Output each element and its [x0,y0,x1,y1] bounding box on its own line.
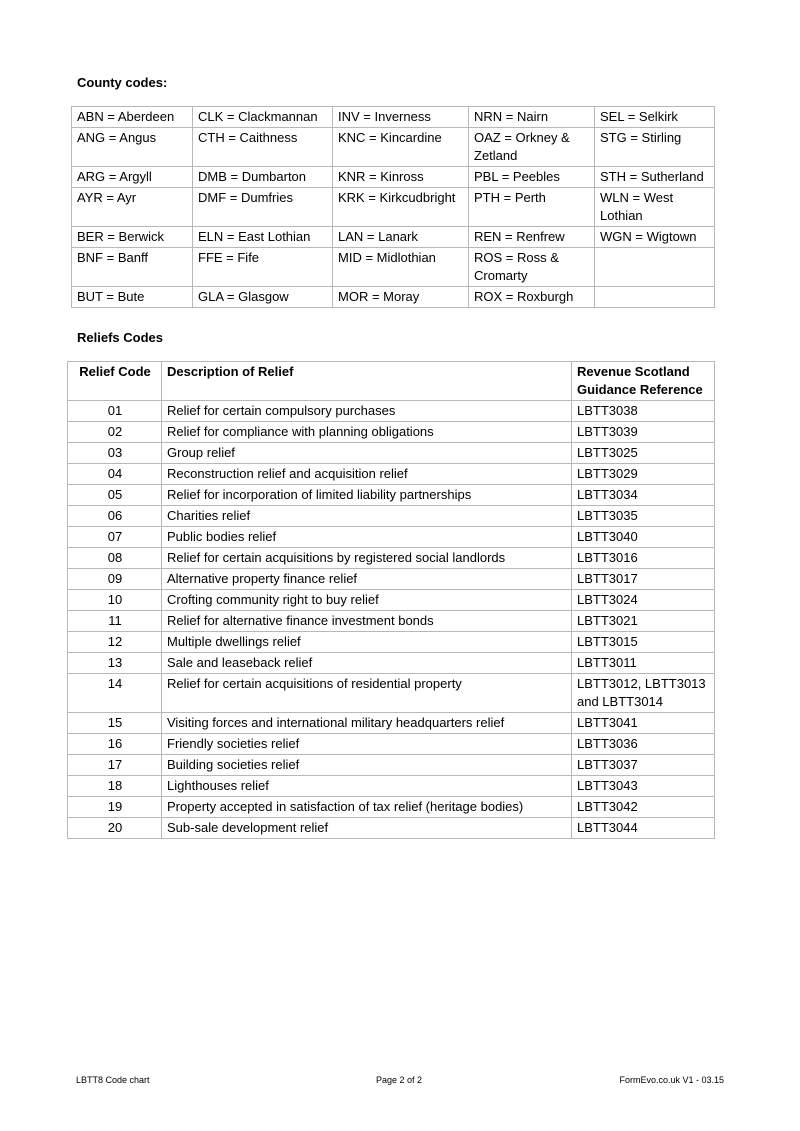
relief-code-cell: 07 [68,527,162,548]
county-code-cell: STH = Sutherland [595,167,715,188]
county-codes-body [72,107,715,308]
county-code-cell: BNF = Banff [72,248,193,287]
county-code-cell: ANG = Angus [72,128,193,167]
relief-description-cell: Sub-sale development relief [162,818,572,839]
relief-reference-cell: LBTT3039 [572,422,715,443]
relief-description-cell: Sale and leaseback relief [162,653,572,674]
county-code-cell: STG = Stirling [595,128,715,167]
county-code-cell: DMF = Dumfries [193,188,333,227]
footer-form-title: LBTT8 Code chart [76,1075,150,1085]
county-code-cell: AYR = Ayr [72,188,193,227]
relief-reference-cell: LBTT3037 [572,755,715,776]
relief-code-cell: 17 [68,755,162,776]
county-code-cell: REN = Renfrew [469,227,595,248]
relief-code-cell: 05 [68,485,162,506]
relief-code-cell: 04 [68,464,162,485]
relief-row [68,713,715,734]
county-row [72,107,715,128]
county-codes-table [71,106,715,308]
relief-row [68,401,715,422]
relief-description-cell: Alternative property finance relief [162,569,572,590]
relief-description-cell: Lighthouses relief [162,776,572,797]
relief-reference-cell: LBTT3012, LBTT3013 and LBTT3014 [572,674,715,713]
county-code-cell: KRK = Kirkcudbright [333,188,469,227]
relief-reference-cell: LBTT3036 [572,734,715,755]
relief-reference-cell: LBTT3011 [572,653,715,674]
relief-code-cell: 13 [68,653,162,674]
relief-reference-cell: LBTT3040 [572,527,715,548]
county-code-cell: NRN = Nairn [469,107,595,128]
relief-description-cell: Reconstruction relief and acquisition relief [162,464,572,485]
relief-row [68,776,715,797]
relief-reference-cell: LBTT3038 [572,401,715,422]
relief-row [68,755,715,776]
relief-row [68,674,715,713]
county-code-cell: CTH = Caithness [193,128,333,167]
relief-reference-cell: LBTT3043 [572,776,715,797]
relief-row [68,632,715,653]
relief-row [68,527,715,548]
relief-code-cell: 12 [68,632,162,653]
county-code-cell: ELN = East Lothian [193,227,333,248]
relief-code-cell: 19 [68,797,162,818]
county-code-cell: BER = Berwick [72,227,193,248]
county-code-cell: KNR = Kinross [333,167,469,188]
county-code-cell: GLA = Glasgow [193,287,333,308]
county-row [72,287,715,308]
county-code-cell: INV = Inverness [333,107,469,128]
relief-reference-cell: LBTT3029 [572,464,715,485]
relief-description-header: Description of Relief [162,362,572,401]
relief-row [68,443,715,464]
relief-code-cell: 06 [68,506,162,527]
relief-row [68,485,715,506]
relief-row [68,464,715,485]
relief-description-cell: Multiple dwellings relief [162,632,572,653]
relief-code-header: Relief Code [68,362,162,401]
relief-description-cell: Relief for certain acquisitions by registered social landlords [162,548,572,569]
reliefs-codes-table [67,361,715,839]
relief-reference-cell: LBTT3042 [572,797,715,818]
relief-reference-cell: LBTT3021 [572,611,715,632]
county-code-cell: PBL = Peebles [469,167,595,188]
relief-code-cell: 14 [68,674,162,713]
relief-description-cell: Relief for certain acquisitions of residential property [162,674,572,713]
county-row [72,128,715,167]
relief-row [68,422,715,443]
relief-reference-cell: LBTT3041 [572,713,715,734]
county-code-cell: WGN = Wigtown [595,227,715,248]
relief-code-cell: 09 [68,569,162,590]
county-row [72,248,715,287]
relief-code-cell: 03 [68,443,162,464]
county-code-cell: MID = Midlothian [333,248,469,287]
relief-description-cell: Public bodies relief [162,527,572,548]
county-code-cell: PTH = Perth [469,188,595,227]
county-code-cell: KNC = Kincardine [333,128,469,167]
county-code-cell: ROS = Ross & Cromarty [469,248,595,287]
relief-code-cell: 16 [68,734,162,755]
relief-description-cell: Group relief [162,443,572,464]
county-row [72,227,715,248]
relief-reference-cell: LBTT3015 [572,632,715,653]
relief-row [68,569,715,590]
relief-row [68,653,715,674]
relief-description-cell: Relief for certain compulsory purchases [162,401,572,422]
county-code-cell: SEL = Selkirk [595,107,715,128]
relief-description-cell: Visiting forces and international military headquarters relief [162,713,572,734]
reliefs-codes-body [68,401,715,839]
relief-code-cell: 01 [68,401,162,422]
footer-version: FormEvo.co.uk V1 - 03.15 [619,1075,724,1085]
reliefs-header-row [68,362,715,401]
reliefs-codes-heading: Reliefs Codes [77,330,163,345]
county-row [72,188,715,227]
county-codes-heading: County codes: [77,75,168,90]
relief-row [68,734,715,755]
relief-reference-cell: LBTT3016 [572,548,715,569]
relief-reference-cell: LBTT3024 [572,590,715,611]
relief-code-cell: 02 [68,422,162,443]
relief-code-cell: 08 [68,548,162,569]
county-code-cell: WLN = West Lothian [595,188,715,227]
relief-row [68,797,715,818]
relief-description-cell: Friendly societies relief [162,734,572,755]
relief-reference-cell: LBTT3017 [572,569,715,590]
relief-reference-cell: LBTT3044 [572,818,715,839]
relief-description-cell: Relief for alternative finance investment bonds [162,611,572,632]
relief-row [68,590,715,611]
county-code-cell: BUT = Bute [72,287,193,308]
footer-page-number: Page 2 of 2 [376,1075,423,1085]
county-code-cell: DMB = Dumbarton [193,167,333,188]
relief-row [68,548,715,569]
relief-description-cell: Property accepted in satisfaction of tax relief (heritage bodies) [162,797,572,818]
county-code-cell: LAN = Lanark [333,227,469,248]
relief-row [68,506,715,527]
relief-description-cell: Building societies relief [162,755,572,776]
relief-code-cell: 10 [68,590,162,611]
county-code-cell: ABN = Aberdeen [72,107,193,128]
relief-description-cell: Charities relief [162,506,572,527]
relief-code-cell: 18 [68,776,162,797]
county-code-cell [595,248,715,287]
relief-reference-header: Revenue Scotland Guidance Reference [572,362,715,401]
relief-reference-cell: LBTT3034 [572,485,715,506]
county-code-cell: MOR = Moray [333,287,469,308]
county-code-cell [595,287,715,308]
relief-code-cell: 15 [68,713,162,734]
relief-description-cell: Relief for compliance with planning obligations [162,422,572,443]
county-code-cell: OAZ = Orkney & Zetland [469,128,595,167]
relief-reference-cell: LBTT3035 [572,506,715,527]
relief-row [68,818,715,839]
county-code-cell: FFE = Fife [193,248,333,287]
county-code-cell: ROX = Roxburgh [469,287,595,308]
county-code-cell: ARG = Argyll [72,167,193,188]
relief-code-cell: 11 [68,611,162,632]
county-row [72,167,715,188]
relief-description-cell: Crofting community right to buy relief [162,590,572,611]
relief-description-cell: Relief for incorporation of limited liability partnerships [162,485,572,506]
relief-row [68,611,715,632]
relief-code-cell: 20 [68,818,162,839]
county-code-cell: CLK = Clackmannan [193,107,333,128]
relief-reference-cell: LBTT3025 [572,443,715,464]
